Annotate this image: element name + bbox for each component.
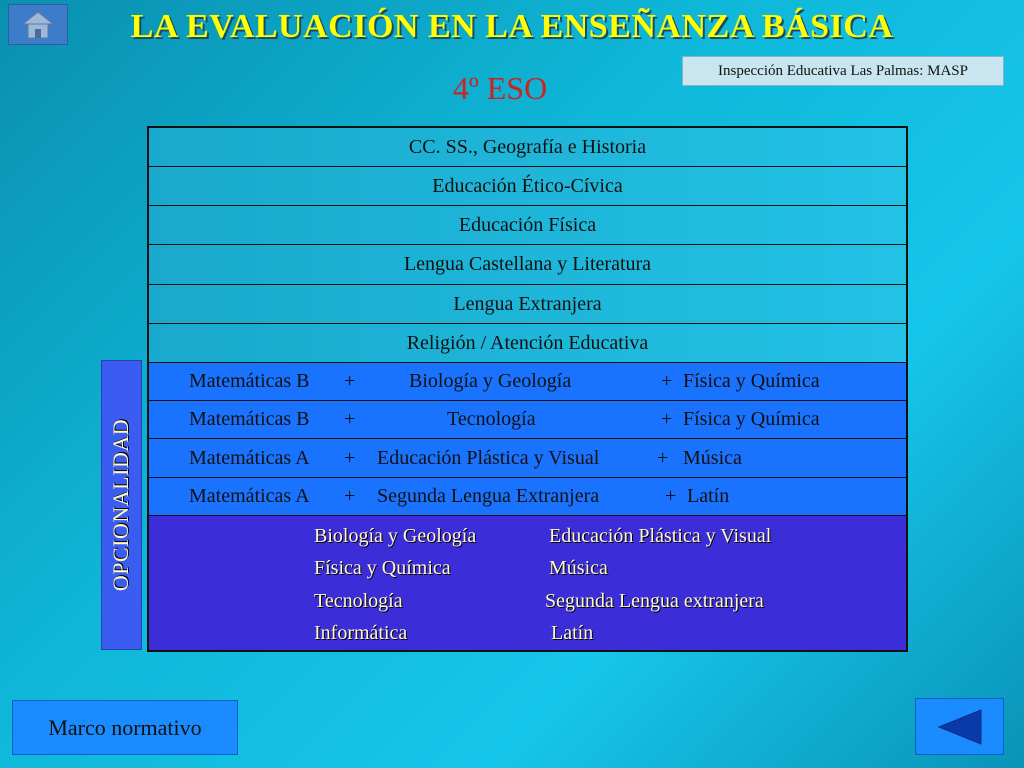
option-subject-b: Educación Plástica y Visual: [377, 446, 600, 469]
option-subject-c: Música: [683, 446, 742, 469]
table-row: [149, 324, 906, 363]
back-button[interactable]: [915, 698, 1004, 755]
plus-sign: +: [661, 408, 673, 430]
table-row: [149, 206, 906, 245]
elective-item: Tecnología: [314, 590, 403, 612]
electives-box: [149, 516, 906, 650]
table-row: [149, 285, 906, 324]
plus-sign: +: [344, 408, 356, 430]
elective-item: Física y Química: [314, 557, 451, 579]
marco-normativo-button[interactable]: [12, 700, 238, 755]
table-row: [149, 245, 906, 285]
option-row: [149, 363, 906, 401]
subject-cell: Lengua Castellana y Literatura: [403, 253, 652, 275]
elective-item: Educación Plástica y Visual: [549, 525, 772, 547]
option-row: [149, 401, 906, 439]
elective-item: Música: [549, 557, 608, 579]
plus-sign: +: [344, 485, 356, 507]
option-subject-c: Física y Química: [683, 408, 820, 430]
subject-cell: Lengua Extranjera: [453, 292, 602, 315]
subject-cell: Educación Ético-Cívica: [432, 174, 623, 197]
subject-cell: Educación Física: [458, 213, 597, 236]
plus-sign: +: [661, 370, 673, 392]
page-subtitle: 4º ESO: [452, 70, 548, 106]
opcionalidad-label: OPCIONALIDAD: [108, 418, 134, 592]
plus-sign: +: [344, 446, 356, 469]
inspeccion-label: Inspección Educativa Las Palmas: MASP: [682, 56, 1004, 86]
subjects-table: [147, 126, 908, 652]
plus-sign: +: [665, 485, 677, 507]
elective-item: Segunda Lengua extranjera: [545, 590, 764, 612]
page-title: LA EVALUACIÓN EN LA ENSEÑANZA BÁSICA: [130, 8, 894, 45]
option-subject-a: Matemáticas B: [189, 370, 310, 392]
option-subject-a: Matemáticas A: [189, 446, 310, 469]
elective-item: Latín: [551, 622, 594, 644]
option-subject-a: Matemáticas A: [189, 485, 310, 507]
option-row: [149, 478, 906, 516]
marco-normativo-label: Marco normativo: [48, 714, 202, 740]
table-row: [149, 167, 906, 206]
elective-item: Biología y Geología: [314, 525, 477, 547]
elective-item: Informática: [314, 622, 408, 644]
option-subject-c: Física y Química: [683, 370, 820, 392]
plus-sign: +: [344, 370, 356, 392]
option-subject-c: Latín: [687, 485, 730, 507]
option-subject-b: Segunda Lengua Extranjera: [377, 485, 600, 507]
subject-cell: CC. SS., Geografía e Historia: [408, 135, 647, 158]
plus-sign: +: [657, 446, 669, 469]
option-subject-b: Biología y Geología: [409, 370, 572, 392]
option-subject-a: Matemáticas B: [189, 408, 310, 430]
back-arrow-icon: [937, 708, 983, 746]
opcionalidad-label-box: [101, 360, 142, 650]
table-row: [149, 128, 906, 167]
option-row: [149, 439, 906, 478]
option-subject-b: Tecnología: [447, 408, 536, 430]
subject-cell: Religión / Atención Educativa: [406, 331, 649, 354]
